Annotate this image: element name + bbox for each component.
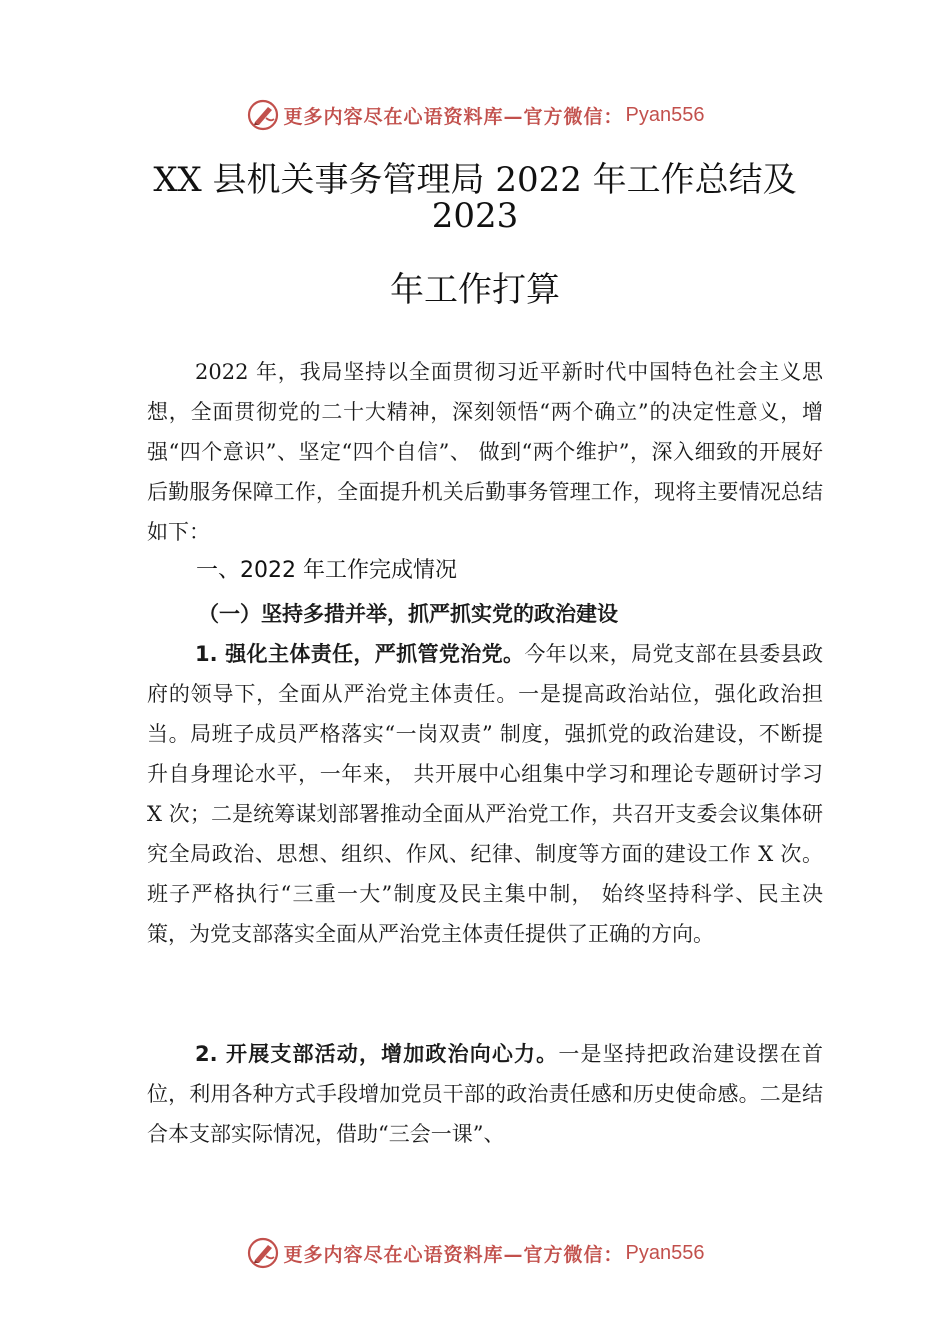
item-1-lead: 1. 强化主体责任，严抓管党治党。 — [195, 642, 525, 666]
intro-paragraph — [147, 352, 823, 552]
watermark-banner-bottom — [0, 1233, 950, 1273]
watermark-logo-icon — [246, 1236, 280, 1270]
document-title-line3: 年工作打算 — [390, 270, 560, 310]
section-heading-1: 一、2022 年工作完成情况 — [196, 558, 457, 583]
item-1-text: 今年以来，局党支部在县委县政府的领导下，全面从严治党主体责任。一是提高政治站位，强化政治担当。局班子成员严格落实“一岗双责” 制度，强抓党的政治建设，不断提升自身理论水平，一年来， 共开展中心组集中学习和理论专题研讨学习 X 次；二是统筹谋划部署推动全面从严治党工作，共召开支委会议集体研究全局政治、思想、组织、作风、纪律、制度等方面的建设工作 X 次。班子严格执行“三重一大”制度及民主集中制， 始终坚持科学、民主决策，为党支部落实全面从严治党主体责任提供了正确的方向。 — [147, 642, 823, 946]
document-title-line1: XX 县机关事务管理局 2022 年工作总结及 — [153, 160, 797, 200]
intro-text: 2022 年，我局坚持以全面贯彻习近平新时代中国特色社会主义思想，全面贯彻党的二十大精神，深刻领悟“两个确立”的决定性意义，增强“四个意识”、坚定“四个自信”、 做到“两个维护”，深入细致的开展好后勤服务保障工作，全面提升机关后勤事务管理工作，现将主要情况总结如下： — [147, 360, 823, 544]
watermark-text: 更多内容尽在心语资料库—官方微信： — [283, 105, 624, 128]
paragraph-item-2 — [147, 1034, 823, 1154]
watermark-text: 更多内容尽在心语资料库—官方微信： — [283, 1243, 624, 1266]
watermark-logo-icon — [246, 98, 280, 132]
document-title-line2: 2023 — [431, 196, 519, 236]
watermark-handle: Pyan556 — [625, 1241, 705, 1264]
subsection-heading-1: （一）坚持多措并举，抓严抓实党的政治建设 — [198, 601, 618, 626]
paragraph-item-1 — [147, 634, 823, 954]
watermark-handle: Pyan556 — [625, 103, 705, 126]
item-2-text: 一是坚持把政治建设摆在首位，利用各种方式手段增加党员干部的政治责任感和历史使命感。二是结合本支部实际情况，借助“三会一课”、 — [147, 1042, 823, 1146]
item-2-lead: 2. 开展支部活动，增加政治向心力。 — [195, 1042, 559, 1066]
watermark-banner-top — [0, 95, 950, 135]
